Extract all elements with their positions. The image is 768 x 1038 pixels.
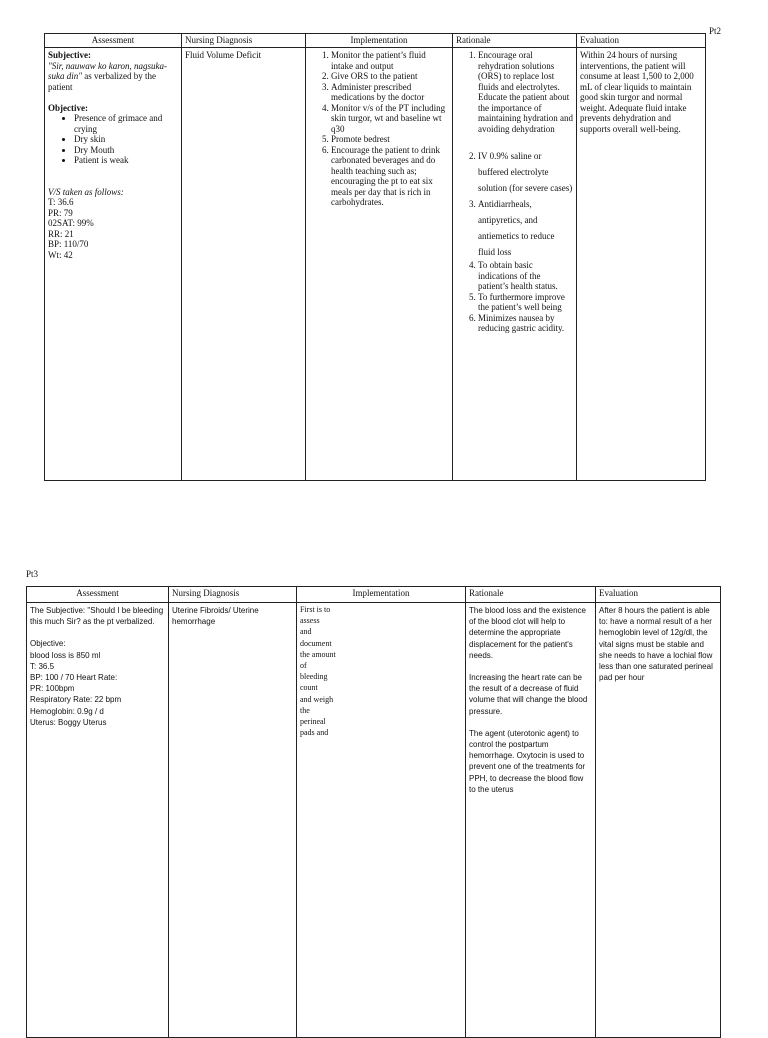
- implementation-line: assess: [300, 616, 320, 626]
- implementation-list: [309, 50, 449, 208]
- implementation-line: pads and: [300, 728, 329, 738]
- assessment-line: BP: 100 / 70 Heart Rate:: [30, 673, 118, 683]
- implementation-line: the: [300, 705, 310, 715]
- implementation-line: of: [300, 661, 307, 671]
- rationale-cell: [453, 48, 577, 481]
- assessment-cell: [45, 48, 182, 481]
- vital-wt: Wt: 42: [48, 249, 73, 260]
- list-item: 1. Monitor the patient’s fluid intake and output: [331, 50, 449, 71]
- list-item: 2. IV 0.9% saline or buffered electrolyte solution (for severe cases): [478, 148, 573, 196]
- objective-label: Objective:: [48, 102, 88, 113]
- header-assessment: Assessment: [27, 587, 169, 603]
- list-item: • Patient is weak: [74, 155, 178, 166]
- rationale-list: [456, 50, 573, 334]
- implementation-line: count: [300, 683, 318, 693]
- objective-label: Objective:: [30, 639, 66, 649]
- list-item: 5. To furthermore improve the patient’s well being: [478, 292, 573, 313]
- page-label-pt2: Pt2: [709, 26, 722, 36]
- list-item: 6. Encourage the patient to drink carbonated beverages and do health teaching such as; encouraging the pt to eat six meals per day that is rich in carbohydrates.: [331, 145, 449, 208]
- header-row: [45, 34, 706, 48]
- vital-o2sat: 02SAT: 99%: [48, 218, 94, 228]
- list-item: 4. To obtain basic indications of the patient’s health status.: [478, 260, 573, 292]
- assessment-line: Uterus: Boggy Uterus: [30, 717, 107, 727]
- content-row: [45, 48, 706, 481]
- list-item: 3. Administer prescribed medications by the doctor: [331, 82, 449, 103]
- rationale-paragraph: The agent (uterotonic agent) to control the postpartum hemorrhage. Oxytocin is used to prevent one of the treatments for PPH, to decrease the blood flow to the uterus: [469, 728, 586, 794]
- list-item: 6. Minimizes nausea by reducing gastric acidity.: [478, 313, 573, 334]
- implementation-line: perineal: [300, 717, 326, 727]
- vital-rr: RR: 21: [48, 228, 74, 239]
- assessment-cell: [27, 603, 169, 1038]
- header-evaluation: Evaluation: [577, 34, 706, 48]
- list-item: 4. Monitor v/s of the PT including skin turgor, wt and baseline wt q30: [331, 103, 449, 135]
- header-implementation: Implementation: [297, 587, 466, 603]
- implementation-line: and: [300, 627, 312, 637]
- header-nursing-diagnosis: Nursing Diagnosis: [182, 34, 306, 48]
- implementation-line: First is to: [300, 605, 331, 614]
- vital-bp: BP: 110/70: [48, 239, 89, 249]
- vital-pr: PR: 79: [48, 207, 73, 218]
- header-assessment: Assessment: [45, 34, 182, 48]
- rationale-paragraph: The blood loss and the existence of the blood clot will help to determine the appropriate displacement for the patient's needs.: [469, 606, 586, 660]
- header-nursing-diagnosis: Nursing Diagnosis: [169, 587, 297, 603]
- list-item: 3. Antidiarrheals, antipyretics, and antiemetics to reduce fluid loss: [478, 196, 573, 260]
- implementation-line: bleeding: [300, 672, 328, 682]
- page-label-pt3: Pt3: [26, 569, 39, 579]
- diagnosis-cell: Uterine Fibroids/ Uterine hemorrhage: [169, 603, 297, 1038]
- header-rationale: Rationale: [466, 587, 596, 603]
- list-item: 5. Promote bedrest: [331, 134, 449, 145]
- header-evaluation: Evaluation: [596, 587, 721, 603]
- implementation-cell: [297, 603, 466, 1038]
- objective-list: [48, 113, 178, 166]
- content-row: [27, 603, 721, 1038]
- implementation-cell: [306, 48, 453, 481]
- list-item: 1. Encourage oral rehydration solutions (ORS) to replace lost fluids and electrolytes. Educate the patient about the importance of maintaining hydration and avoiding dehydration: [478, 50, 573, 134]
- list-item: 2. Give ORS to the patient: [331, 71, 449, 82]
- rationale-cell: [466, 603, 596, 1038]
- implementation-line: and weigh: [300, 694, 334, 704]
- header-implementation: Implementation: [306, 34, 453, 48]
- care-plan-table-pt2: [44, 33, 706, 481]
- vital-signs-label: V/S taken as follows:: [48, 186, 124, 197]
- implementation-line: document: [300, 638, 332, 648]
- evaluation-cell: After 8 hours the patient is able to: have a normal result of a her hemoglobin level of 12g/dl, the vital signs must be stable and she needs to have a lochial flow less than one saturated perineal pad per hour: [596, 603, 721, 1038]
- assessment-line: T: 36.5: [30, 661, 55, 671]
- assessment-line: Hemoglobin: 0.9g / d: [30, 706, 104, 716]
- vital-t: T: 36.6: [48, 197, 74, 207]
- evaluation-cell: Within 24 hours of nursing interventions, the patient will consume at least 1,500 to 2,000 mL of clear liquids to maintain good skin turgor and normal weight. Adequate fluid intake prevents dehydration and supports overall well-being.: [577, 48, 706, 481]
- subjective-label: Subjective:: [48, 50, 91, 60]
- assessment-line: blood loss is 850 ml: [30, 650, 101, 660]
- rationale-paragraph: Increasing the heart rate can be the result of a decrease of fluid volume that will change the blood pressure.: [469, 673, 588, 716]
- subjective-suffix: as verbalized by the patient: [48, 71, 156, 92]
- care-plan-table-pt3: [26, 586, 721, 1038]
- list-item: • Presence of grimace and crying: [74, 113, 178, 134]
- list-item: • Dry Mouth: [74, 145, 178, 156]
- list-item: • Dry skin: [74, 134, 178, 145]
- header-row: [27, 587, 721, 603]
- header-rationale: Rationale: [453, 34, 577, 48]
- implementation-line: the amount: [300, 649, 336, 659]
- subjective-text: The Subjective: "Should I be bleeding this much Sir? as the pt verbalized.: [30, 606, 164, 627]
- assessment-line: PR: 100bpm: [30, 684, 75, 694]
- assessment-line: Respiratory Rate: 22 bpm: [30, 695, 122, 705]
- subjective-quote: "Sir, nauwaw ko karon, nagsuka-suka din": [48, 60, 167, 81]
- diagnosis-cell: Fluid Volume Deficit: [182, 48, 306, 481]
